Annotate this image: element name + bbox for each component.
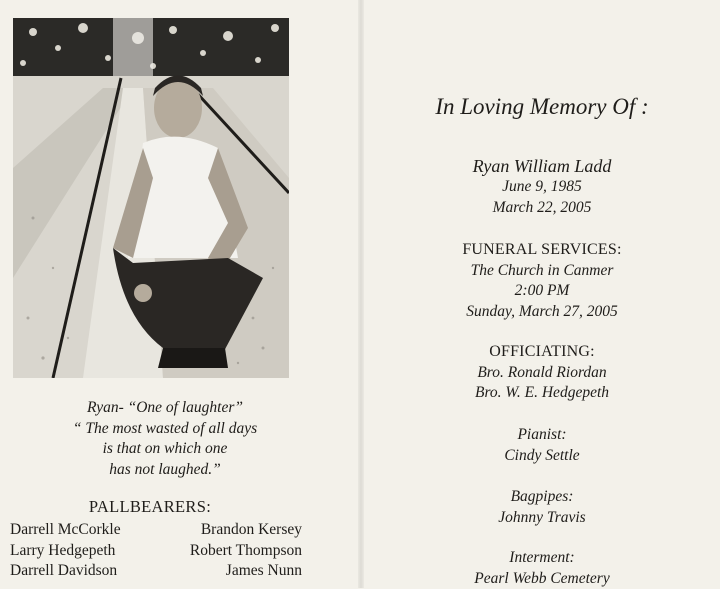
- pallbearer-name: Darrell McCorkle: [10, 520, 121, 541]
- pallbearer-name: Larry Hedgepeth: [10, 541, 115, 562]
- pallbearers-list: [10, 520, 302, 582]
- pallbearer-name: Robert Thompson: [190, 541, 302, 562]
- death-date: March 22, 2005: [364, 198, 720, 219]
- pallbearer-row: [10, 541, 302, 562]
- bagpipes-heading: Bagpipes:: [364, 487, 720, 508]
- interment-heading: Interment:: [364, 548, 720, 569]
- right-panel: [364, 0, 720, 588]
- pallbearer-name: Brandon Kersey: [201, 520, 302, 541]
- funeral-date: Sunday, March 27, 2005: [364, 302, 720, 323]
- deceased-info: [364, 155, 720, 218]
- bagpipes-name: Johnny Travis: [364, 508, 720, 529]
- left-panel: [0, 0, 360, 588]
- pallbearer-row: [10, 520, 302, 541]
- interment: [364, 548, 720, 589]
- pianist-name: Cindy Settle: [364, 446, 720, 467]
- interment-place: Pearl Webb Cemetery: [364, 569, 720, 589]
- pianist-heading: Pianist:: [364, 425, 720, 446]
- funeral-time: 2:00 PM: [364, 281, 720, 302]
- funeral-place: The Church in Canmer: [364, 261, 720, 282]
- birth-date: June 9, 1985: [364, 177, 720, 198]
- officiating-heading: OFFICIATING:: [364, 342, 720, 363]
- memorial-photo: [13, 18, 289, 378]
- officiant-name: Bro. Ronald Riordan: [364, 363, 720, 384]
- quote-line: “ The most wasted of all days: [0, 419, 330, 440]
- quote-line: Ryan- “One of laughter”: [0, 398, 330, 419]
- memorial-title: In Loving Memory Of :: [364, 94, 720, 120]
- bagpipes: [364, 487, 720, 528]
- photo-illustration: [13, 18, 289, 378]
- pallbearers-heading: PALLBEARERS:: [0, 497, 300, 517]
- quote-line: is that on which one: [0, 439, 330, 460]
- memorial-quote: [0, 398, 330, 480]
- pallbearer-name: James Nunn: [226, 561, 302, 582]
- quote-line: has not laughed.”: [0, 460, 330, 481]
- funeral-services: [364, 240, 720, 322]
- deceased-name: Ryan William Ladd: [364, 155, 720, 177]
- pallbearer-name: Darrell Davidson: [10, 561, 117, 582]
- pianist: [364, 425, 720, 466]
- officiating: [364, 342, 720, 404]
- funeral-heading: FUNERAL SERVICES:: [364, 240, 720, 261]
- pallbearer-row: [10, 561, 302, 582]
- officiant-name: Bro. W. E. Hedgepeth: [364, 383, 720, 404]
